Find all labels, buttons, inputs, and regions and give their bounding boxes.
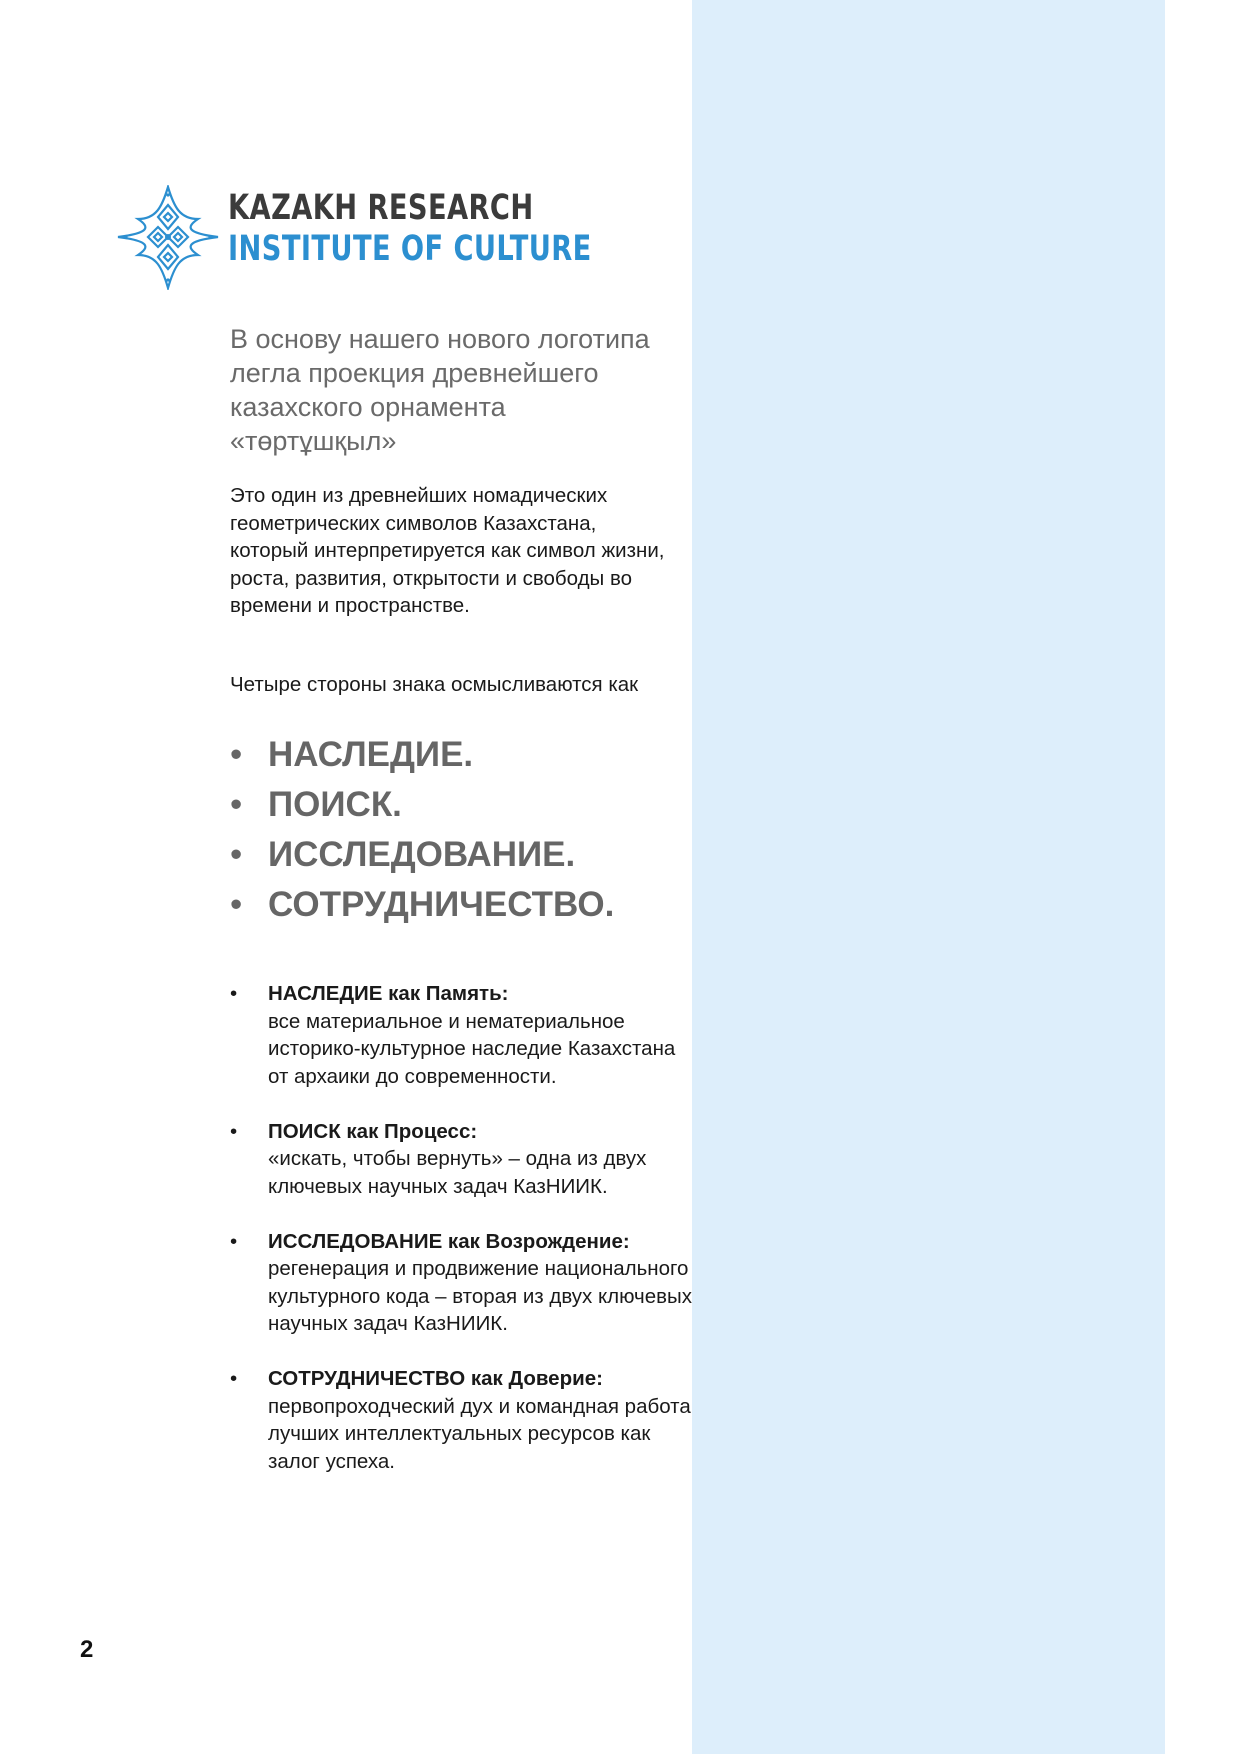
- definition-text: регенерация и продвижение национального культурного кода – вторая из двух ключевых научных задач КазНИИК.: [268, 1257, 693, 1335]
- definition-text: все материальное и нематериальное историко-культурное наследие Казахстана от архаики до современности.: [268, 1009, 676, 1088]
- definition-item-research: [230, 1228, 700, 1338]
- page-number: 2: [80, 1636, 94, 1663]
- body-paragraph-sides-intro: Четыре стороны знака осмысливаются как: [230, 673, 639, 696]
- definition-term: НАСЛЕДИЕ как Память:: [268, 982, 509, 1005]
- four-sides-list: [230, 730, 614, 930]
- institute-logo: [116, 185, 592, 290]
- logo-wordmark: [228, 188, 694, 269]
- lead-paragraph: В основу нашего нового логотипа легла проекция древнейшего казахского орнамента «төртұшқыл»: [230, 324, 650, 456]
- definitions-list: [230, 980, 700, 1503]
- definition-item-heritage: [230, 980, 700, 1090]
- body-paragraph-symbol: Это один из древнейших номадических геометрических символов Казахстана, который интерпретируется как символ жизни, роста, развития, открытости и свободы во времени и пространстве.: [230, 484, 665, 617]
- definition-term: ИССЛЕДОВАНИЕ как Возрождение:: [268, 1229, 630, 1253]
- logo-line-2: INSTITUTE OF CULTURE: [228, 229, 592, 269]
- definition-text: первопроходческий дух и командная работа лучших интеллектуальных ресурсов как залог успеха.: [268, 1394, 691, 1473]
- definition-term: СОТРУДНИЧЕСТВО как Доверие:: [268, 1367, 603, 1390]
- logo-line-1: KAZAKH RESEARCH: [228, 188, 534, 228]
- definition-item-search: [230, 1118, 700, 1201]
- definition-term: ПОИСК как Процесс:: [268, 1119, 478, 1143]
- decorative-side-panel: [692, 0, 1165, 1754]
- side-item-search: • ПОИСК.: [230, 780, 614, 830]
- side-item-cooperation: • СОТРУДНИЧЕСТВО.: [230, 880, 614, 930]
- definition-text: «искать, чтобы вернуть» – одна из двух ключевых научных задач КазНИИК.: [268, 1147, 647, 1198]
- kazakh-ornament-tortushkyl-icon: [116, 185, 220, 290]
- side-item-research: • ИССЛЕДОВАНИЕ.: [230, 830, 614, 880]
- definition-item-cooperation: [230, 1365, 700, 1475]
- side-item-heritage: • НАСЛЕДИЕ.: [230, 730, 614, 780]
